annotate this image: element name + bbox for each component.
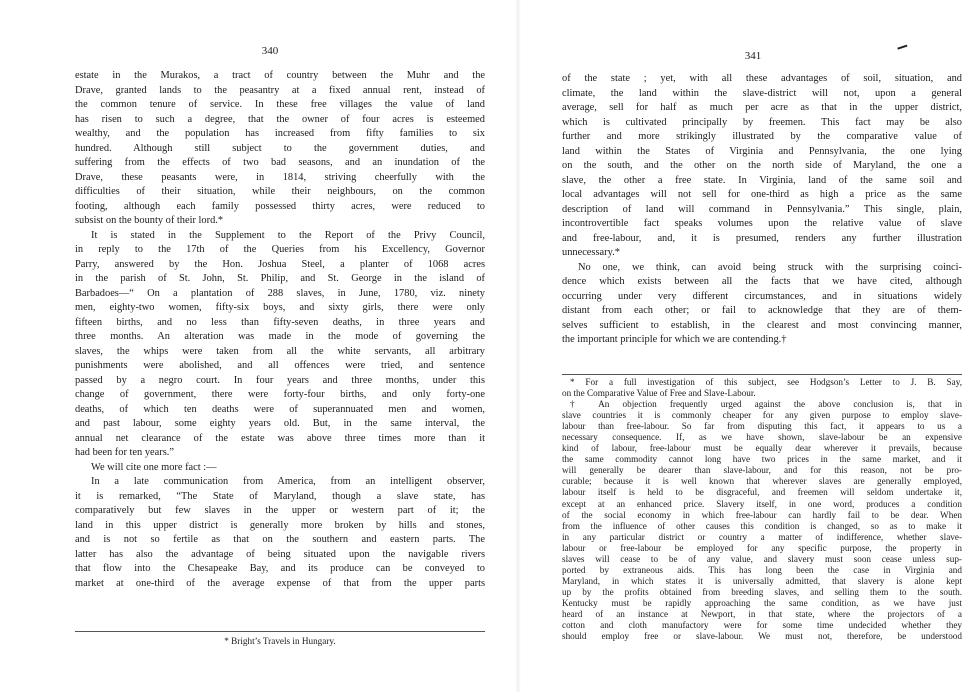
text-line: which is cultivated principally by freemen. This fact may be also <box>562 116 962 128</box>
text-line: comparatively but few slaves in the upper or western part of it; the <box>75 505 485 516</box>
text-line: land within the States of Virginia and Pennsylvania, the one lying <box>562 145 962 157</box>
text-line: hundred. Although still subject to the government duties, and <box>75 142 485 154</box>
text-line: Drave, granted lands to the peasantry at a fixed annual rent, instead of <box>75 84 485 96</box>
text-line: will generally be dearer than slave-labour, and for this reason, not be pro- <box>562 465 962 476</box>
text-line: dence which exists between all the facts that we have cited, although <box>562 276 962 287</box>
text-line: We will cite one more fact :— <box>91 461 217 473</box>
left-footnotes <box>75 636 485 647</box>
text-line: deaths, of which ten deaths were of superannuated men and women, <box>75 403 485 415</box>
text-line: Drave, these peasants were, in 1814, striving cheerfully with the <box>75 171 485 183</box>
text-line: Parry, answered by the Hon. Joshua Steel, a planter of 1068 acres <box>75 258 485 270</box>
text-line: from the influence of other causes this condition is changed, so as to make it <box>562 520 962 531</box>
footnote-rule <box>75 631 485 632</box>
text-line: land in this upper district is generally more broken by hills and stones, <box>75 519 485 531</box>
pen-mark <box>897 45 908 54</box>
text-line: Barbadoes—“ On a plantation of 288 slaves, in June, 1780, viz. ninety <box>75 287 485 299</box>
paragraph <box>75 461 485 476</box>
text-line: * For a full investigation of this subject, see Hodgson’s Letter to J. B. Say, <box>570 377 962 387</box>
text-line: and past labour, some eighty years old. But, in the same interval, the <box>75 418 485 429</box>
text-line: further and more strikingly illustrated by the comparative value of <box>562 131 962 142</box>
text-line: it is remarked, “The State of Maryland, though a slave state, has <box>75 490 485 502</box>
text-line: annual net clearance of the estate was above three times more than it <box>75 432 485 444</box>
text-line: estate in the Murakos, a tract of country between the Muhr and the <box>75 70 485 81</box>
text-line: the important principle for which we are contending.† <box>562 334 787 345</box>
text-line: the same commodity cannot long have two prices in the same market, and it <box>562 454 962 465</box>
text-line: footing, although each family possessed thirty acres, were reduced to <box>75 200 485 212</box>
text-line: and is not so fertile as that on the southern and eastern parts. The <box>75 534 485 545</box>
text-line: average, sell for half as much per acre as that in the upper district, <box>562 102 962 113</box>
footnote: * Bright’s Travels in Hungary. <box>224 636 336 646</box>
text-line: unnecessary.* <box>562 247 620 258</box>
text-line: distant from each other; or fail to acknowledge that they are of them- <box>562 305 962 316</box>
text-line: It is stated in the Supplement to the Report of the Privy Council, <box>91 229 485 241</box>
right-page-body <box>562 72 962 348</box>
book-gutter <box>515 0 521 692</box>
text-line: difficulties of their situation, while their neighbours, on the common <box>75 186 485 197</box>
text-line: ported by extraneous aids. This has long been the case in Virginia and <box>562 564 962 575</box>
left-page-body <box>75 69 485 591</box>
text-line: passed by a negro court. In four years and three months, under this <box>75 374 485 386</box>
text-line: subsist on the bounty of their lord.* <box>75 215 224 226</box>
text-line: should employ free or slave-labour. We must not, therefore, be understood <box>562 631 962 642</box>
text-line: wealthy, and the population has increased from fifty families to six <box>75 128 485 139</box>
text-line: market at one-third of the average expense of that from the upper parts <box>75 577 485 589</box>
text-line: Maryland, in which states it is universally admitted, that slavery is alone kept <box>562 575 962 586</box>
text-line: curable; because it is well known that wherever slaves are generally employed, <box>562 476 962 487</box>
text-line: cotton and cloth manufactory were for some time undecided whether they <box>562 620 962 631</box>
text-line: description of land will command in Pennsylvania.” This single, plain, <box>562 203 962 215</box>
text-line: occurring under very different circumstances, and in situations widely <box>562 290 962 302</box>
footnote <box>562 377 962 399</box>
text-line: kind of labour, free-labour must be equally dear wherever it prevails, because <box>562 443 962 454</box>
text-line: fifteen births, and no less than fifty-seven deaths, in three years and <box>75 316 485 328</box>
text-line: climate, the land within the slave-district will not, upon a general <box>562 87 962 99</box>
paragraph <box>562 72 962 261</box>
text-line: change of government, there were forty-four births, and only forty-one <box>75 389 485 400</box>
text-line: latter has also the advantage of being situated upon the navigable rivers <box>75 548 485 560</box>
text-line: † An objection frequently urged against the above conclusion is, that in <box>570 399 962 410</box>
text-line: in reply to the 17th of the Queries from his Excellency, Governor <box>75 244 485 255</box>
text-line: Kentucky must be rapidly approaching the same condition, as we have just <box>562 597 962 608</box>
text-line: that flow into the Chesapeake Bay, and its produce can be conveyed to <box>75 563 485 574</box>
text-line: up by the profits obtained from breeding slaves, and selling them to the south. <box>562 586 962 597</box>
text-line: the common tenure of service. In these free villages the value of land <box>75 99 485 110</box>
right-footnotes <box>562 377 962 642</box>
text-line: except at an enhanced price. Slavery itself, in one word, produces a condition <box>562 498 962 509</box>
text-line: of the state ; yet, with all these advantages of soil, situation, and <box>562 73 962 84</box>
text-line: In a late communication from America, from an intelligent observer, <box>91 476 485 487</box>
text-line: suffering from the effects of two bad seasons, and an inundation of the <box>75 157 485 168</box>
text-line: local advantages will not sell for one-third as high a price as the same <box>562 189 962 200</box>
text-line: slave, the other a free state. In Virginia, land of the same soil and <box>562 174 962 186</box>
text-line: in any particular district or country a matter of indifference, whether slave- <box>562 531 962 542</box>
text-line: in the parish of St. John, St. Philip, and St. George in the island of <box>75 273 485 284</box>
text-line: selves sufficient to establish, in the clearest and most convincing manner, <box>562 319 962 331</box>
text-line: incontrovertible fact speaks volumes upon the relative value of slave <box>562 218 962 229</box>
text-line: has risen to such a degree, that the owner of four acres is esteemed <box>75 113 485 125</box>
text-line: three months. An alteration was made in the mode of governing the <box>75 331 485 342</box>
text-line: on the Comparative Value of Free and Slave-Labour. <box>562 388 756 399</box>
text-line: labour than free-labour. So far from disputing this fact, it appears to us a <box>562 421 962 432</box>
text-line: punishments were abolished, and all offences were tried, and sentence <box>75 360 485 371</box>
text-line: labour itself is held to be disgraceful, and freemen will seldom undertake it, <box>562 487 962 498</box>
text-line: men, eighty-two women, fifty-six boys, and sixty girls, there were only <box>75 302 485 313</box>
text-line: slaves will cease to be of any value, and slavery must soon cease unless sup- <box>562 553 962 564</box>
text-line: slave countries it is commonly cheaper for any given purpose to employ slave- <box>562 410 962 421</box>
text-line: heard of an instance at Newport, in that state, where the projectors of a <box>562 608 962 619</box>
text-line: and free-labour, and, it is presumed, renders any further illustration <box>562 232 962 244</box>
text-line: labour or free-labour be employed for any specific purpose, the property in <box>562 542 962 553</box>
text-line: slaves, the whips were taken from all the white servants, all arbitrary <box>75 345 485 357</box>
paragraph <box>75 69 485 229</box>
right-page-number: 341 <box>744 50 762 62</box>
paragraph <box>75 229 485 461</box>
footnote-rule <box>562 374 962 375</box>
paragraph <box>562 261 962 348</box>
text-line: of the social economy in which free-labour can hardly fail to be dear. When <box>562 509 962 520</box>
text-line: on the south, and the other on the north side of Maryland, the one a <box>562 160 962 171</box>
paragraph <box>75 475 485 591</box>
text-line: necessary consequence. If, as we have shown, slave-labour be an expensive <box>562 432 962 443</box>
text-line: No one, we think, can avoid being struck with the surprising coinci- <box>578 261 962 273</box>
footnote <box>562 399 962 642</box>
left-page-number: 340 <box>261 45 279 57</box>
text-line: had been for ten years.” <box>75 447 174 458</box>
